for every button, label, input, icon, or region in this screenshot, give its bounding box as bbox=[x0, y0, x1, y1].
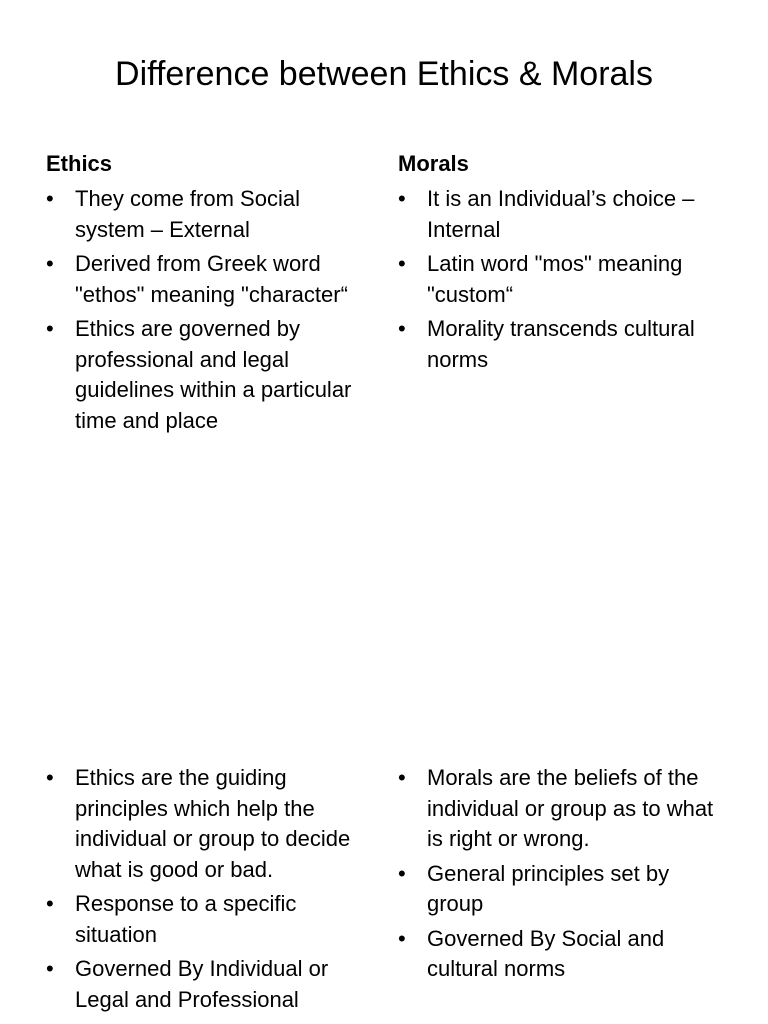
bullet-icon: • bbox=[398, 925, 406, 951]
list-item bbox=[398, 184, 723, 245]
page-title: Difference between Ethics & Morals bbox=[115, 55, 653, 93]
morals-list-top bbox=[398, 184, 723, 375]
list-item-text: Derived from Greek word "ethos" meaning "character“ bbox=[75, 251, 348, 307]
list-item bbox=[46, 763, 371, 885]
list-item-text: General principles set by group bbox=[427, 860, 670, 916]
morals-list-bottom bbox=[398, 763, 723, 985]
list-item-text: Governed By Individual or Legal and Professional bbox=[75, 956, 329, 1012]
morals-column-top bbox=[398, 148, 723, 379]
ethics-column-bottom bbox=[46, 763, 371, 1019]
bullet-icon: • bbox=[46, 316, 54, 341]
bullet-icon: • bbox=[46, 765, 54, 790]
list-item-text: Morals are the beliefs of the individual or group as to what is right or wrong. bbox=[427, 765, 714, 851]
morals-heading: Morals bbox=[398, 151, 469, 176]
bullet-icon: • bbox=[46, 251, 54, 276]
list-item bbox=[46, 249, 371, 310]
bullet-icon: • bbox=[46, 956, 54, 981]
list-item-text: Governed By Social and cultural norms bbox=[427, 925, 665, 981]
list-item bbox=[398, 924, 723, 985]
ethics-column-top bbox=[46, 148, 371, 440]
ethics-heading: Ethics bbox=[46, 151, 113, 176]
ethics-list-top bbox=[46, 184, 371, 436]
list-item-text: It is an Individual’s choice – Internal bbox=[427, 186, 695, 242]
list-item-text: Ethics are the guiding principles which help the individual or group to decide what is good or bad. bbox=[75, 765, 351, 882]
list-item bbox=[398, 249, 723, 310]
list-item bbox=[398, 859, 723, 920]
list-item bbox=[46, 314, 371, 436]
bullet-icon: • bbox=[398, 860, 406, 886]
bullet-icon: • bbox=[46, 891, 54, 916]
bullet-icon: • bbox=[398, 251, 406, 276]
list-item bbox=[46, 184, 371, 245]
list-item bbox=[46, 954, 371, 1015]
list-item bbox=[398, 314, 723, 375]
bullet-icon: • bbox=[398, 765, 406, 790]
list-item-text: Morality transcends cultural norms bbox=[427, 316, 695, 372]
bullet-icon: • bbox=[398, 186, 406, 211]
morals-column-bottom bbox=[398, 763, 723, 989]
bullet-icon: • bbox=[398, 316, 406, 341]
list-item-text: Ethics are governed by professional and legal guidelines within a particular time and place bbox=[75, 316, 352, 433]
list-item-text: Response to a specific situation bbox=[75, 891, 297, 947]
list-item-text: They come from Social system – External bbox=[75, 186, 300, 242]
bullet-icon: • bbox=[46, 186, 54, 211]
list-item bbox=[398, 763, 723, 855]
list-item-text: Latin word "mos" meaning "custom“ bbox=[427, 251, 683, 307]
list-item bbox=[46, 889, 371, 950]
ethics-list-bottom bbox=[46, 763, 371, 1015]
